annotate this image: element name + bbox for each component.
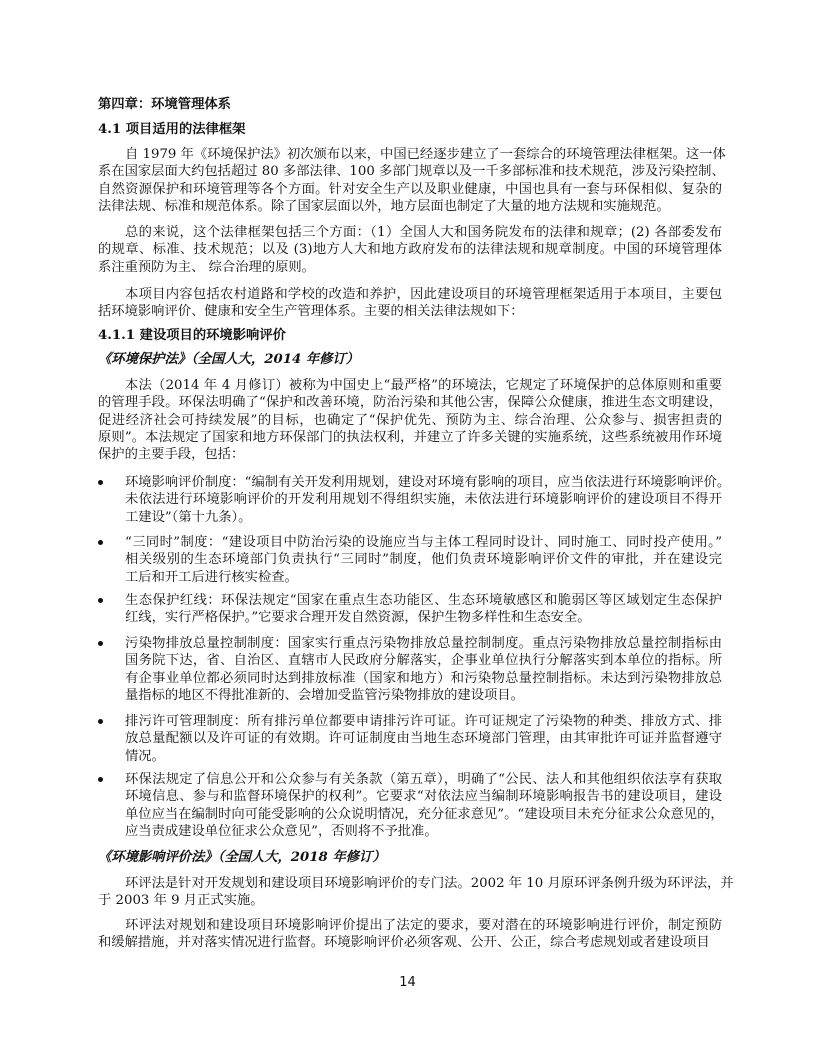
text-line: 保护的主要手段，包括：: [98, 447, 245, 463]
text-line: 系注重预防为主、 综合治理的原则。: [98, 259, 315, 275]
text-line: 原则”。本法规定了国家和地方环保部门的执法权利，并建立了许多关键的实施系统，这些系统被用作环境: [98, 429, 722, 445]
text-line: 本法（2014 年 4 月修订）被称为中国史上“最严格”的环境法，它规定了环境保护的总体原则和重要: [125, 378, 722, 393]
text-line: 自 1979 年《环境保护法》初次颁布以来，中国已经逐步建立了一套综合的环境管理法律框架。这一体: [125, 147, 726, 162]
text-line: 相关级别的生态环境部门负责执行“三同时”制度，他们负责环境影响评价文件的审批，并在建设完: [125, 552, 722, 568]
text-line: 环评法是针对开发规划和建设项目环境影响评价的专门法。2002 年 10 月原环评条例升级为环评法，并: [125, 876, 734, 891]
paragraph: [98, 224, 722, 276]
text-line: 工建设”（第十九条）。: [125, 509, 252, 525]
text-line: 应当责成建设单位征求公众意见”，否则将不予批准。: [125, 823, 438, 839]
text-line: 放总量配额以及许可证的有效期。许可证制度由当地生态环境部门管理，由其审批许可证并监督遵守: [125, 731, 722, 747]
text-line: 情况。: [125, 748, 165, 764]
page-number: 14: [399, 975, 416, 990]
text-line: 总的来说，这个法律框架包括三个方面：（1）全国人大和国务院发布的法律和规章；(2) 各部委发布: [125, 225, 722, 240]
text-line: 环评法对规划和建设项目环境影响评价提出了法定的要求，要对潜在的环境影响进行评价，制定预防: [125, 918, 722, 933]
text-line: 法律法规、标准和规范体系。除了国家层面以外，地方层面也制定了大量的地方法规和实施规范。: [98, 198, 670, 214]
paragraph: [98, 917, 722, 952]
text-line: 有企事业单位都必须同时达到排放标准（国家和地方）和污染物总量控制指标。未达到污染物排放总: [125, 670, 722, 686]
text-line: 量指标的地区不得批准新的、会增加受监管污染物排放的建设项目。: [125, 687, 524, 703]
text-line: 污染物排放总量控制制度：国家实行重点污染物排放总量控制制度。重点污染物排放总量控制指标由: [125, 636, 722, 651]
bullet-icon: [98, 777, 103, 782]
bullet-icon: [98, 540, 103, 545]
text-line: 的管理手段。环保法明确了“保护和改善环境，防治污染和其他公害，保障公众健康，推进生态文明建设，: [98, 395, 722, 411]
law-title-eia-law: 《环境影响评价法》（全国人大，2018 年修订）: [98, 850, 386, 865]
bullet-item: [98, 534, 722, 586]
law-title-environmental-protection-law: 《环境保护法》（全国人大，2014 年修订）: [98, 352, 360, 367]
paragraph: [98, 377, 722, 463]
chapter-title: 第四章：环境管理体系: [98, 97, 231, 112]
text-line: “三同时”制度：“建设项目中防治污染的设施应当与主体工程同时设计、同时施工、同时投产使用。”: [125, 535, 722, 550]
section-heading-4-1-1: 4.1.1 建设项目的环境影响评价: [98, 328, 286, 343]
bullet-icon: [98, 598, 103, 603]
bullet-item: [98, 635, 722, 704]
text-line: 未依法进行环境影响评价的开发利用规划不得组织实施，未依法进行环境影响评价的建设项目不得开: [125, 492, 722, 508]
section-heading-4-1: 4.1 项目适用的法律框架: [98, 122, 246, 137]
text-line: 环保法规定了信息公开和公众参与有关条款（第五章），明确了“公民、法人和其他组织依法享有获取: [125, 772, 722, 787]
text-line: 的规章、标准、技术规范；以及 (3)地方人大和地方政府发布的法律法规和规章制度。中国的环境管理体: [98, 242, 722, 258]
paragraph: [98, 875, 734, 910]
bullet-item: [98, 474, 731, 526]
text-line: 生态保护红线：环保法规定“国家在重点生态功能区、生态环境敏感区和脆弱区等区域划定生态保护: [125, 593, 722, 608]
text-line: 环境信息、参与和监督环境保护的权利”。它要求“对依法应当编制环境影响报告书的建设项目，建设: [125, 789, 722, 805]
bullet-icon: [98, 480, 103, 485]
bullet-item: [98, 592, 722, 627]
bullet-icon: [98, 641, 103, 646]
text-line: 环境影响评价制度：“编制有关开发利用规划，建设对环境有影响的项目，应当依法进行环境影响评价。: [125, 475, 731, 490]
text-line: 排污许可管理制度：所有排污单位都要申请排污许可证。许可证规定了污染物的种类、排放方式、排: [125, 714, 722, 729]
bullet-item: [98, 713, 722, 765]
text-line: 工后和开工后进行核实检查。: [125, 569, 298, 585]
text-line: 系在国家层面大约包括超过 80 多部法律、100 多部门规章以及一千多部标准和技术规范，涉及污染控制、: [98, 164, 725, 180]
text-line: 括环境影响评价、健康和安全生产管理体系。主要的相关法律法规如下：: [98, 304, 524, 320]
text-line: 于 2003 年 9 月正式实施。: [98, 893, 264, 909]
bullet-item: [98, 771, 722, 840]
text-line: 和缓解措施，并对落实情况进行监督。环境影响评价必须客观、公开、公正，综合考虑规划或者建设项目: [98, 935, 710, 951]
text-line: 促进经济社会可持续发展”的目标，也确定了“保护优先、预防为主、综合治理、公众参与、损害担责的: [98, 412, 722, 428]
paragraph: [98, 146, 726, 215]
bullet-icon: [98, 719, 103, 724]
text-line: 单位应当在编制时向可能受影响的公众说明情况，充分征求意见”。“建设项目未充分征求公众意见的，: [125, 806, 724, 822]
text-line: 本项目内容包括农村道路和学校的改造和养护，因此建设项目的环境管理框架适用于本项目，主要包: [125, 287, 722, 302]
text-line: 自然资源保护和环境管理等各个方面。针对安全生产以及职业健康，中国也具有一套与环保相似、复杂的: [98, 181, 722, 197]
paragraph: [98, 286, 722, 321]
text-line: 国务院下达，省、自治区、直辖市人民政府分解落实，企事业单位执行分解落实到本单位的指标。所: [125, 653, 722, 669]
text-line: 红线，实行严格保护。”它要求合理开发自然资源，保护生物多样性和生态安全。: [125, 610, 591, 626]
